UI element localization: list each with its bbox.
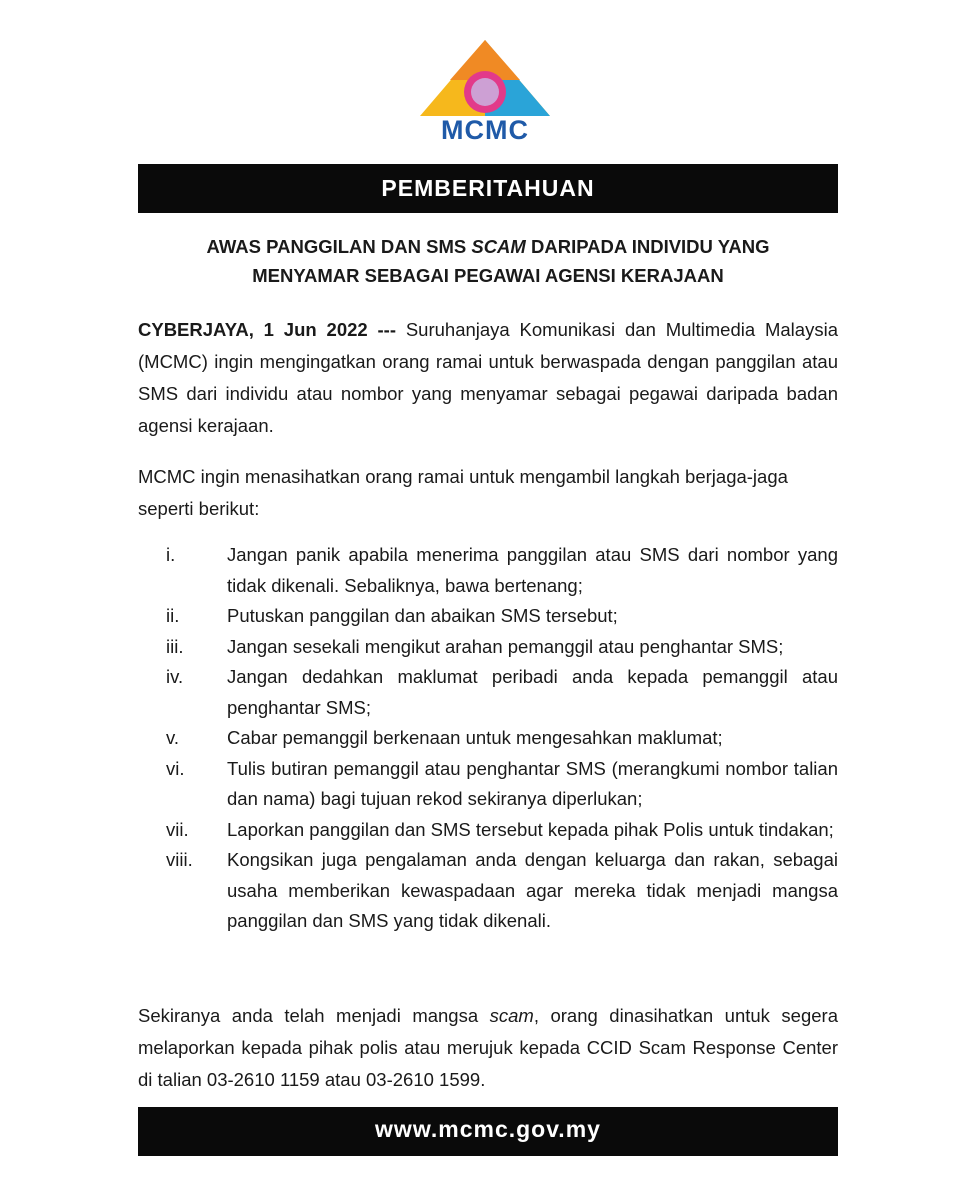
notice-banner: PEMBERITAHUAN: [138, 164, 838, 213]
list-item-number: iv.: [166, 666, 184, 687]
closing-italic: scam: [489, 1005, 534, 1026]
list-item-number: vii.: [166, 818, 189, 840]
intro-text: Suruhanjaya Komunikasi dan Multimedia Malaysia (MCMC) ingin mengingatkan orang ramai untuk berwaspada dengan panggilan atau SMS dari individu atau nombor yang menyamar sebagai pegawai daripada badan agensi kerajaan.: [138, 319, 838, 436]
headline-line1-italic: SCAM: [471, 236, 526, 257]
intro-paragraph: [138, 314, 838, 442]
list-item-number: vi.: [166, 757, 185, 779]
steps-list: [138, 540, 838, 937]
closing-end: , orang dinasihatkan untuk segera melaporkan kepada pihak polis atau merujuk kepada CCID Scam Response Center di talian 03-2610 1159 atau 03-2610 1599.: [138, 1005, 838, 1090]
list-item-number: i.: [166, 544, 176, 565]
list-item: [138, 723, 838, 754]
list-item: [138, 540, 838, 601]
list-item-text: Jangan sesekali mengikut arahan pemanggil atau penghantar SMS;: [227, 635, 784, 657]
mcmc-logo: [410, 38, 560, 148]
advice-intro: MCMC ingin menasihatkan orang ramai untuk mengambil langkah berjaga-jaga seperti berikut:: [138, 466, 788, 519]
list-item: [138, 662, 838, 723]
list-item-number: v.: [166, 727, 180, 748]
headline: [138, 232, 838, 290]
closing-paragraph: [138, 1000, 838, 1096]
headline-line1-end: DARIPADA INDIVIDU YANG: [525, 236, 770, 257]
headline-line2: MENYAMAR SEBAGAI PEGAWAI AGENSI KERAJAAN: [252, 265, 724, 286]
list-item: [138, 601, 838, 632]
list-item-text: Putuskan panggilan dan abaikan SMS tersebut;: [227, 605, 618, 626]
list-item: [138, 632, 838, 663]
list-item-text: Tulis butiran pemanggil atau penghantar SMS (merangkumi nombor talian dan nama) bagi tujuan rekod sekiranya diperlukan;: [227, 757, 838, 809]
list-item: [138, 845, 838, 937]
dateline: CYBERJAYA, 1 Jun 2022 ---: [138, 319, 396, 340]
website-link[interactable]: www.mcmc.gov.my: [138, 1107, 838, 1156]
list-item-text: Jangan dedahkan maklumat peribadi anda kepada pemanggil atau penghantar SMS;: [227, 666, 838, 718]
list-item-number: viii.: [166, 849, 193, 870]
list-item: [138, 754, 838, 815]
list-item-number: ii.: [166, 605, 180, 626]
list-item: [138, 815, 838, 846]
list-item-text: Laporkan panggilan dan SMS tersebut kepada pihak Polis untuk tindakan;: [227, 818, 834, 840]
list-item-text: Kongsikan juga pengalaman anda dengan keluarga dan rakan, sebagai usaha memberikan kewaspadaan agar mereka tidak menjadi mangsa panggilan dan SMS yang tidak dikenali.: [227, 849, 838, 931]
list-item-number: iii.: [166, 635, 184, 657]
logo-wordmark: MCMC: [441, 115, 529, 145]
list-item-text: Jangan panik apabila menerima panggilan atau SMS dari nombor yang tidak dikenali. Sebaliknya, bawa bertenang;: [227, 544, 838, 596]
headline-line1-start: AWAS PANGGILAN DAN SMS: [206, 236, 472, 257]
list-item-text: Cabar pemanggil berkenaan untuk mengesahkan maklumat;: [227, 727, 723, 748]
closing-start: Sekiranya anda telah menjadi mangsa: [138, 1005, 490, 1026]
